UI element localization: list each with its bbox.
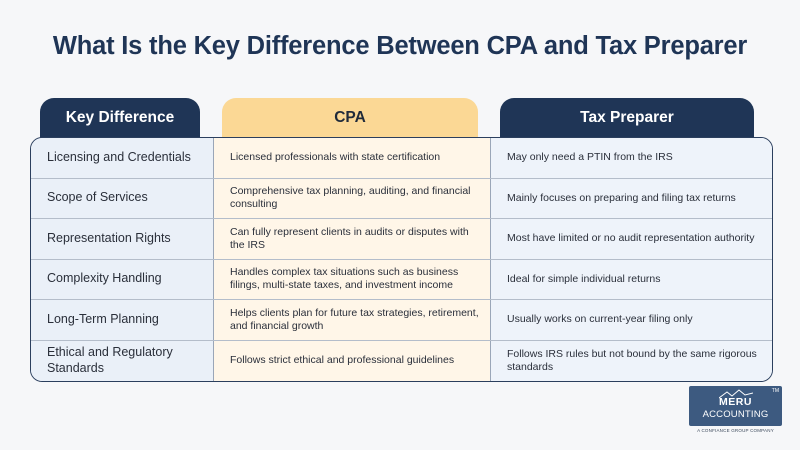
tax-preparer-cell: May only need a PTIN from the IRS: [507, 151, 673, 164]
row-label: Representation Rights: [47, 230, 171, 245]
cpa-cell: Can fully represent clients in audits or disputes with the IRS: [230, 225, 469, 251]
table-row: [31, 138, 772, 179]
row-label: Scope of Services: [47, 190, 148, 205]
row-label: Licensing and Credentials: [47, 149, 191, 164]
comparison-table: [30, 137, 773, 382]
logo-text-meru: MERU: [719, 396, 752, 408]
cpa-cell: Handles complex tax situations such as business filings, multi-state taxes, and investment income: [230, 266, 459, 292]
tax-preparer-cell: Usually works on current-year filing only: [507, 313, 693, 326]
meru-accounting-logo: [689, 386, 782, 426]
cpa-cell: Helps clients plan for future tax strategies, retirement, and financial growth: [230, 306, 479, 332]
row-label: Complexity Handling: [47, 271, 162, 286]
cpa-cell: Follows strict ethical and professional guidelines: [230, 354, 455, 367]
table-row: [31, 179, 772, 220]
column-header-cpa: CPA: [222, 98, 478, 138]
table-row: [31, 260, 772, 301]
table-row: [31, 300, 772, 341]
tax-preparer-cell: Most have limited or no audit representation authority: [507, 232, 755, 245]
logo-text-accounting: ACCOUNTING: [702, 409, 769, 420]
tax-preparer-cell: Follows IRS rules but not bound by the same rigorous standards: [507, 347, 757, 373]
table-body: [31, 138, 772, 381]
cpa-cell: Licensed professionals with state certification: [230, 151, 441, 164]
column-header-key-difference: Key Difference: [40, 98, 200, 138]
cpa-cell: Comprehensive tax planning, auditing, and financial consulting: [230, 185, 471, 211]
tax-preparer-cell: Mainly focuses on preparing and filing tax returns: [507, 191, 736, 204]
trademark-mark: TM: [771, 388, 779, 394]
tax-preparer-cell: Ideal for simple individual returns: [507, 272, 661, 285]
logo-tagline: A CONFIANCE GROUP COMPANY: [697, 428, 774, 433]
table-row: [31, 341, 772, 382]
row-label: Long-Term Planning: [47, 311, 159, 326]
page-title: What Is the Key Difference Between CPA and Tax Preparer: [52, 32, 748, 60]
row-label: Ethical and Regulatory Standards: [47, 345, 173, 375]
table-row: [31, 219, 772, 260]
column-header-tax-preparer: Tax Preparer: [500, 98, 754, 138]
